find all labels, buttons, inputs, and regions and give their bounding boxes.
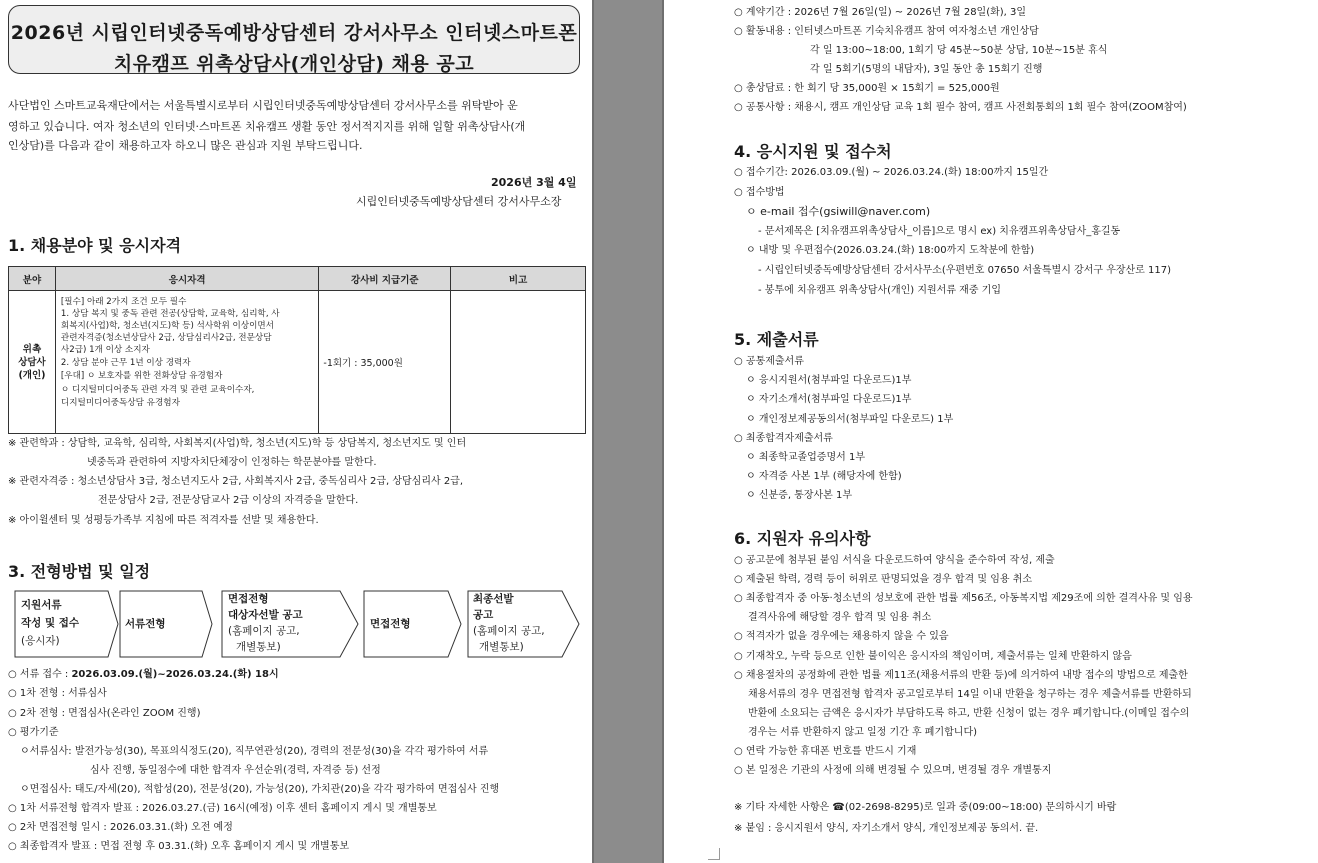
section-heading: 5. 제출서류 [734,330,819,349]
document-line: ㅇ 개인정보제공동의서(첨부파일 다운로드) 1부 [746,414,954,425]
caution-line: ○ 본 일정은 기관의 사정에 의해 변경될 수 있으며, 변경될 경우 개별통지 [734,765,1052,776]
requirement-line: 2. 상담 분야 근무 1년 이상 경력자 [60,358,191,368]
schedule-line: ○ 1차 서류전형 합격자 발표 : 2026.03.27.(금) 16시(예정) 이후 센터 홈페이지 게시 및 개별통보 [8,803,437,814]
requirement-line: 회복지(사업)학, 청소년(지도)학 등) 석사학위 이상이면서 [60,321,274,331]
schedule-line [8,665,279,684]
apply-line: ○ 접수기간: 2026.03.09.(월) ~ 2026.03.24.(화) 18:00까지 15일간 [734,167,1049,178]
schedule-line: ○ 1차 전형 : 서류심사 [8,688,107,699]
schedule-line: ○ 최종합격자 발표 : 면접 전형 후 03.31.(화) 오후 홈페이지 게시 및 개별통보 [8,841,350,852]
intro-line: 사단법인 스마트교육재단에서는 서울특별시로부터 시립인터넷중독예방상담센터 강서사무소를 위탁받아 운 [8,99,518,112]
document-line: ㅇ 자격증 사본 1부 (해당자에 한함) [746,471,902,482]
requirement-line: ㅇ 디지털미디어중독 관련 자격 및 관련 교육이수자, [60,385,255,395]
section-heading: 3. 전형방법 및 일정 [8,562,151,581]
flow-step-label: 작성 및 접수 [21,617,80,629]
caution-line: 채용서류의 경우 면접전형 합격자 공고일로부터 14일 이내 반환을 청구하는 경우 제출서류를 반환하되 [748,689,1192,700]
document-line: ○ 공통제출서류 [734,356,804,367]
schedule-text-bold: 2026.03.09.(월)~2026.03.24.(화) 18시 [71,669,279,680]
table-header-row [9,267,586,291]
contract-line: 각 일 5회기(5명의 내담자), 3일 동안 총 15회기 진행 [810,64,1043,75]
title-box [8,5,580,74]
schedule-line: ㅇ서류심사: 발전가능성(30), 목표의식정도(20), 직무연관성(20), 경력의 전문성(30)을 각각 평가하여 서류 [20,746,489,757]
apply-line: ㅇ 내방 및 우편접수(2026.03.24.(화) 18:00까지 도착분에 한함) [746,245,1035,256]
table-cell-field [9,291,56,434]
document-line: ㅇ 자기소개서(첨부파일 다운로드)1부 [746,394,912,405]
flow-step-label: 개별통보) [236,641,281,653]
requirement-line: 1. 상담 복지 및 중독 관련 전공(상담학, 교육학, 심리학, 사 [60,309,280,319]
left-page [0,0,592,863]
page-gutter [592,0,664,863]
field-line: (개인) [18,369,46,381]
caution-line: ○ 최종합격자 중 아동·청소년의 성보호에 관한 법률 제56조, 아동복지법 제29조에 의한 결격사유 및 임용 [734,593,1193,604]
field-line: 위촉 [22,343,42,355]
schedule-text: ○ 서류 접수 : [8,669,72,680]
caution-line: 반환에 소요되는 금액은 응시자가 부담하도록 하고, 반환 신청이 없는 경우 폐기합니다.(이메일 접수의 [748,708,1190,719]
flow-step-label: 지원서류 [21,599,62,611]
apply-line: - 시립인터넷중독예방상담센터 강서사무소(우편번호 07650 서울특별시 강서구 우장산로 117) [758,265,1172,276]
flow-step-label: 서류전형 [125,618,166,630]
contract-line: 각 일 13:00~18:00, 1회기 당 45분~50분 상담, 10분~15분 휴식 [810,45,1108,56]
flow-step-label: (응시자) [21,635,60,647]
contract-line: ○ 계약기간 : 2026년 7월 26일(일) ~ 2026년 7월 28일(화), 3일 [734,7,1027,18]
table-cell-fee: -1회기 : 35,000원 [319,291,451,434]
section-heading: 4. 응시지원 및 접수처 [734,142,892,161]
caution-line: ○ 채용절차의 공정화에 관한 법률 제11조(채용서류의 반환 등)에 의거하여 내방 접수의 방법으로 제출한 [734,670,1188,681]
flow-step-label: 면접전형 [228,593,269,605]
document-line: ㅇ 응시지원서(첨부파일 다운로드)1부 [746,375,912,386]
flow-step-label: 최종선발 [473,593,514,605]
apply-line: - 문서제목은 [치유캠프위촉상담사_이름]으로 명시 ex) 치유캠프위촉상담사_홍길동 [758,226,1121,237]
requirement-line: [필수] 아래 2가지 조건 모두 필수 [60,297,187,307]
table-header: 응시자격 [55,267,318,291]
caution-line: 경우는 서류 반환하지 않고 일정 기간 후 폐기합니다) [748,727,978,738]
caution-line: ○ 적격자가 없을 경우에는 채용하지 않을 수 있음 [734,631,949,642]
page-title-line1: 2026년 시립인터넷중독예방상담센터 강서사무소 인터넷스마트폰 [10,22,578,44]
schedule-line: 심사 진행, 동일점수에 대한 합격자 우선순위(경력, 자격증 등) 선정 [90,765,381,776]
caution-line: ○ 연락 가능한 휴대폰 번호를 반드시 기재 [734,746,917,757]
table-cell-note [451,291,586,434]
note-line: ※ 관련학과 : 상담학, 교육학, 심리학, 사회복지(사업)학, 청소년(지도)학 등 상담복지, 청소년지도 및 인터 [8,438,467,449]
table-row [9,291,586,434]
table-header: 비고 [451,267,586,291]
selection-flow [14,590,592,658]
footer-contact: ※ 기타 자세한 사항은 ☎(02-2698-8295)로 일과 중(09:00~18:00) 문의하시기 바람 [734,802,1117,813]
requirement-line: [우대] ㅇ 보호자를 위한 전화상담 유경험자 [60,371,223,381]
flow-step-label: (홈페이지 공고, [473,625,545,637]
contract-line: ○ 총상담료 : 한 회기 당 35,000원 × 15회기 = 525,000원 [734,83,1000,94]
contract-line: ○ 활동내용 : 인터넷스마트폰 기숙치유캠프 참여 여자청소년 개인상담 [734,26,1039,37]
field-line: 상담사 [18,356,46,368]
note-line: ※ 아이윌센터 및 성평등가족부 지침에 따른 적격자를 선발 및 채용한다. [8,515,319,526]
caution-line: 결격사유에 해당할 경우 합격 및 임용 취소 [748,612,932,623]
apply-line: - 봉투에 치유캠프 위촉상담사(개인) 지원서류 재중 기입 [758,285,1002,296]
caution-line: ○ 공고문에 첨부된 붙임 서식을 다운로드하여 양식을 준수하여 작성, 제출 [734,555,1055,566]
apply-line: ○ 접수방법 [734,187,785,198]
table-cell-requirements [55,291,318,434]
table-header: 분야 [9,267,56,291]
flow-step-label: 대상자선발 공고 [228,609,303,621]
flow-step-label: (홈페이지 공고, [228,625,300,637]
table-header: 강사비 지급기준 [319,267,451,291]
caution-line: ○ 기재착오, 누락 등으로 인한 불이익은 응시자의 책임이며, 제출서류는 일체 반환하지 않음 [734,651,1132,662]
email-line: ㅇ e-mail 접수(gsiwill@naver.com) [746,205,931,218]
schedule-line: ○ 평가기준 [8,727,59,738]
section-heading: 1. 채용분야 및 응시자격 [8,236,182,255]
issuer: 시립인터넷중독예방상담센터 강서사무소장 [356,195,562,208]
right-page [664,0,1318,863]
requirement-line: 디지털미디어중독상담 유경험자 [60,398,180,408]
flow-step-label: 개별통보) [479,641,524,653]
schedule-line: ○ 2차 전형 : 면접심사(온라인 ZOOM 진행) [8,708,201,719]
flow-step-label: 공고 [473,609,494,621]
intro-line: 영하고 있습니다. 여자 청소년의 인터넷·스마트폰 치유캠프 생활 동안 정서적지지를 위해 일할 위촉상담사(개 [8,120,526,133]
recruit-table [8,266,586,434]
page-title-line2: 치유캠프 위촉상담사(개인상담) 채용 공고 [113,53,475,75]
schedule-line: ㅇ면접심사: 태도/자세(20), 적합성(20), 전문성(20), 가능성(20), 가치관(20)을 각각 평가하여 면접심사 진행 [20,784,500,795]
note-line: 넷중독과 관련하여 지방자치단체장이 인정하는 학문분야를 말한다. [87,457,377,468]
document-line: ㅇ 신분증, 통장사본 1부 [746,490,853,501]
section-heading: 6. 지원자 유의사항 [734,529,871,548]
contract-line: ○ 공통사항 : 채용시, 캠프 개인상담 교육 1회 필수 참여, 캠프 사전회통회의 1회 필수 참여(ZOOM참여) [734,102,1187,113]
note-line: 전문상담사 2급, 전문상담교사 2급 이상의 자격증을 말한다. [98,495,359,506]
caution-line: ○ 제출된 학력, 경력 등이 허위로 판명되었을 경우 합격 및 임용 취소 [734,574,1033,585]
requirement-line: 사2급) 1개 이상 소지자 [60,345,150,355]
document-line: ㅇ 최종학교졸업증명서 1부 [746,452,865,463]
footer-attachments: ※ 붙임 : 응시지원서 양식, 자기소개서 양식, 개인정보제공 동의서. 끝. [734,823,1039,834]
page-edge [592,0,594,863]
page-corner-mark [708,848,720,860]
intro-line: 인상담)를 다음과 같이 채용하고자 하오니 많은 관심과 지원 부탁드립니다. [8,139,363,152]
notice-date: 2026년 3월 4일 [491,176,577,189]
note-line: ※ 관련자격증 : 청소년상담사 3급, 청소년지도사 2급, 사회복지사 2급, 중독심리사 2급, 상담심리사 2급, [8,476,464,487]
document-line: ○ 최종합격자제출서류 [734,433,833,444]
schedule-line: ○ 2차 면접전형 일시 : 2026.03.31.(화) 오전 예정 [8,822,233,833]
requirement-line: 관련자격증(청소년상담사 2급, 상담심리사2급, 전문상담 [60,333,272,343]
flow-step-label: 면접전형 [370,618,411,630]
